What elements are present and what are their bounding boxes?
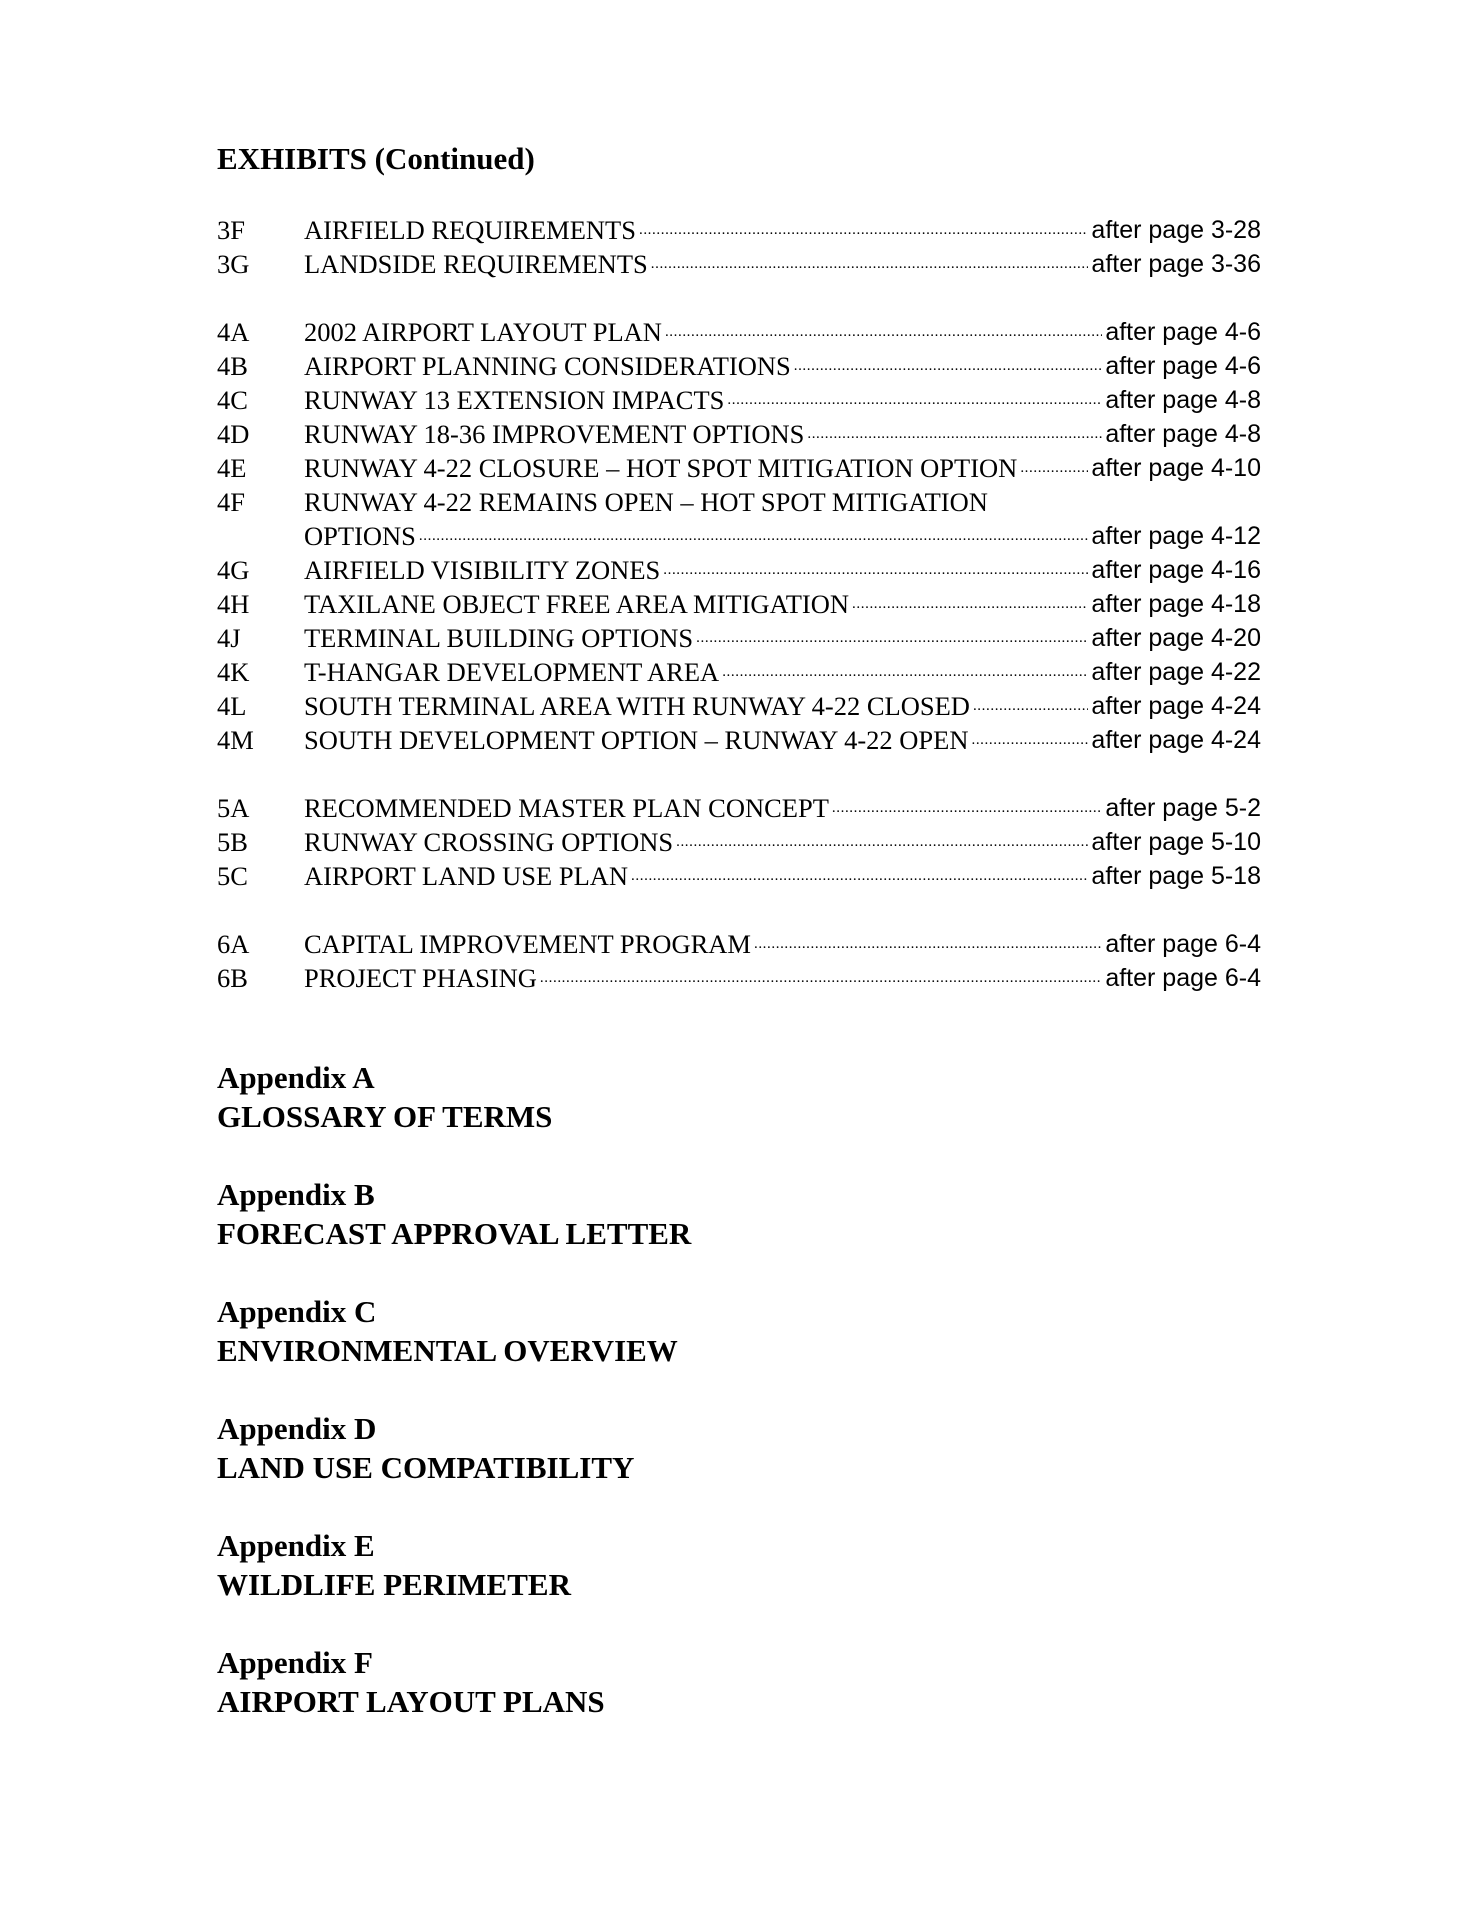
exhibit-number: 4L: [217, 691, 247, 721]
exhibit-number: 4B: [217, 351, 248, 381]
exhibit-title: RUNWAY 4-22 REMAINS OPEN – HOT SPOT MITIGATION: [304, 487, 988, 517]
exhibit-row: [217, 587, 1261, 621]
exhibit-page-ref: after page 4-24: [1091, 726, 1261, 754]
exhibit-row: [217, 553, 1261, 587]
exhibit-page-ref: after page 6-4: [1105, 964, 1261, 992]
exhibit-page-ref: after page 4-12: [1091, 522, 1261, 550]
exhibit-page-ref: after page 5-10: [1091, 828, 1261, 856]
exhibit-page-ref: after page 3-28: [1091, 216, 1261, 244]
exhibit-row: [217, 655, 1261, 689]
exhibit-row: [217, 689, 1261, 723]
exhibit-group: [217, 791, 1261, 893]
appendix-title: LAND USE COMPATIBILITY: [217, 1450, 635, 1485]
exhibit-page-ref: after page 4-18: [1091, 590, 1261, 618]
dot-leader: [727, 390, 1102, 410]
exhibit-page-ref: after page 4-6: [1105, 352, 1261, 380]
exhibit-page-ref: after page 4-6: [1105, 318, 1261, 346]
appendix-title: GLOSSARY OF TERMS: [217, 1099, 553, 1134]
exhibit-page-ref: after page 4-8: [1105, 386, 1261, 414]
exhibit-title: LANDSIDE REQUIREMENTS: [304, 249, 648, 279]
exhibit-page-ref: after page 3-36: [1091, 250, 1261, 278]
exhibit-page-ref: after page 5-2: [1105, 794, 1261, 822]
exhibits-list: [217, 213, 1261, 1029]
exhibit-number: 4M: [217, 725, 254, 755]
appendix-label: Appendix E: [217, 1528, 375, 1563]
appendix-entry: [217, 1058, 691, 1136]
exhibit-row: [217, 451, 1261, 485]
exhibit-group: [217, 927, 1261, 995]
exhibit-row: [217, 213, 1261, 247]
appendix-label: Appendix D: [217, 1411, 377, 1446]
exhibit-title: AIRFIELD VISIBILITY ZONES: [304, 555, 661, 585]
exhibit-title: TERMINAL BUILDING OPTIONS: [304, 623, 694, 653]
appendix-entry: [217, 1409, 691, 1487]
exhibit-number: 4E: [217, 453, 247, 483]
dot-leader: [807, 424, 1102, 444]
dot-leader: [631, 866, 1088, 886]
exhibit-row: [217, 349, 1261, 383]
exhibit-number: 5C: [217, 861, 248, 891]
appendix-label: Appendix B: [217, 1177, 375, 1212]
exhibit-number: 4C: [217, 385, 248, 415]
exhibit-row: [217, 961, 1261, 995]
exhibit-title: CAPITAL IMPROVEMENT PROGRAM: [304, 929, 751, 959]
appendix-label: Appendix C: [217, 1294, 377, 1329]
dot-leader: [722, 662, 1088, 682]
exhibit-row: [217, 417, 1261, 451]
exhibit-number: 4A: [217, 317, 250, 347]
appendices-list: [217, 1058, 691, 1760]
exhibit-number: 4J: [217, 623, 241, 653]
exhibit-number: 4G: [217, 555, 250, 585]
appendix-title: AIRPORT LAYOUT PLANS: [217, 1684, 605, 1719]
appendix-entry: [217, 1526, 691, 1604]
exhibit-row: [217, 927, 1261, 961]
exhibit-number: 6A: [217, 929, 250, 959]
exhibit-title: SOUTH TERMINAL AREA WITH RUNWAY 4-22 CLOSED: [304, 691, 970, 721]
exhibit-row-continued: [217, 519, 1261, 553]
dot-leader: [971, 730, 1088, 750]
page-heading: EXHIBITS (Continued): [217, 141, 535, 176]
exhibit-number: 4K: [217, 657, 250, 687]
exhibit-group: [217, 213, 1261, 281]
dot-leader: [832, 798, 1102, 818]
exhibit-number: 5A: [217, 793, 250, 823]
appendix-title: ENVIRONMENTAL OVERVIEW: [217, 1333, 678, 1368]
exhibit-page-ref: after page 4-20: [1091, 624, 1261, 652]
exhibit-row: [217, 621, 1261, 655]
exhibit-title: RECOMMENDED MASTER PLAN CONCEPT: [304, 793, 829, 823]
dot-leader: [973, 696, 1088, 716]
dot-leader: [676, 832, 1088, 852]
exhibit-title: 2002 AIRPORT LAYOUT PLAN: [304, 317, 662, 347]
dot-leader: [540, 968, 1102, 988]
exhibit-number: 4D: [217, 419, 250, 449]
dot-leader: [696, 628, 1088, 648]
exhibit-page-ref: after page 4-24: [1091, 692, 1261, 720]
exhibit-row: [217, 383, 1261, 417]
exhibit-title: RUNWAY 4-22 CLOSURE – HOT SPOT MITIGATION OPTION: [304, 453, 1018, 483]
exhibit-page-ref: after page 4-16: [1091, 556, 1261, 584]
exhibit-title: PROJECT PHASING: [304, 963, 537, 993]
exhibit-title: AIRPORT LAND USE PLAN: [304, 861, 629, 891]
exhibit-title: RUNWAY 13 EXTENSION IMPACTS: [304, 385, 725, 415]
exhibit-row: [217, 315, 1261, 349]
dot-leader: [419, 526, 1089, 546]
exhibit-row: [217, 247, 1261, 281]
exhibit-title: SOUTH DEVELOPMENT OPTION – RUNWAY 4-22 OPEN: [304, 725, 969, 755]
exhibit-row: [217, 723, 1261, 757]
appendix-label: Appendix A: [217, 1060, 375, 1095]
exhibit-number: 3F: [217, 215, 245, 245]
appendix-title: WILDLIFE PERIMETER: [217, 1567, 571, 1602]
exhibit-page-ref: after page 4-8: [1105, 420, 1261, 448]
exhibit-group: [217, 315, 1261, 757]
exhibit-title-continued: OPTIONS: [304, 521, 416, 551]
exhibit-row: [217, 485, 1261, 519]
dot-leader: [663, 560, 1088, 580]
exhibit-title: RUNWAY 18-36 IMPROVEMENT OPTIONS: [304, 419, 805, 449]
exhibit-number: 6B: [217, 963, 248, 993]
exhibit-page-ref: after page 4-22: [1091, 658, 1261, 686]
exhibit-title: AIRFIELD REQUIREMENTS: [304, 215, 636, 245]
dot-leader: [794, 356, 1103, 376]
appendix-title: FORECAST APPROVAL LETTER: [217, 1216, 692, 1251]
exhibit-row: [217, 791, 1261, 825]
exhibit-number: 4F: [217, 487, 245, 517]
exhibit-page-ref: after page 4-10: [1091, 454, 1261, 482]
exhibit-title: AIRPORT PLANNING CONSIDERATIONS: [304, 351, 791, 381]
exhibit-row: [217, 825, 1261, 859]
exhibit-number: 5B: [217, 827, 248, 857]
dot-leader: [852, 594, 1088, 614]
exhibit-page-ref: after page 6-4: [1105, 930, 1261, 958]
dot-leader: [639, 220, 1088, 240]
appendix-entry: [217, 1175, 691, 1253]
exhibit-row: [217, 859, 1261, 893]
dot-leader: [651, 254, 1089, 274]
exhibit-page-ref: after page 5-18: [1091, 862, 1261, 890]
appendix-entry: [217, 1292, 691, 1370]
exhibit-number: 4H: [217, 589, 250, 619]
dot-leader: [754, 934, 1102, 954]
exhibit-title: RUNWAY CROSSING OPTIONS: [304, 827, 674, 857]
exhibit-title: TAXILANE OBJECT FREE AREA MITIGATION: [304, 589, 850, 619]
exhibit-number: 3G: [217, 249, 250, 279]
appendix-entry: [217, 1643, 691, 1721]
dot-leader: [1020, 458, 1088, 478]
dot-leader: [665, 322, 1102, 342]
exhibit-title: T-HANGAR DEVELOPMENT AREA: [304, 657, 720, 687]
appendix-label: Appendix F: [217, 1645, 373, 1680]
